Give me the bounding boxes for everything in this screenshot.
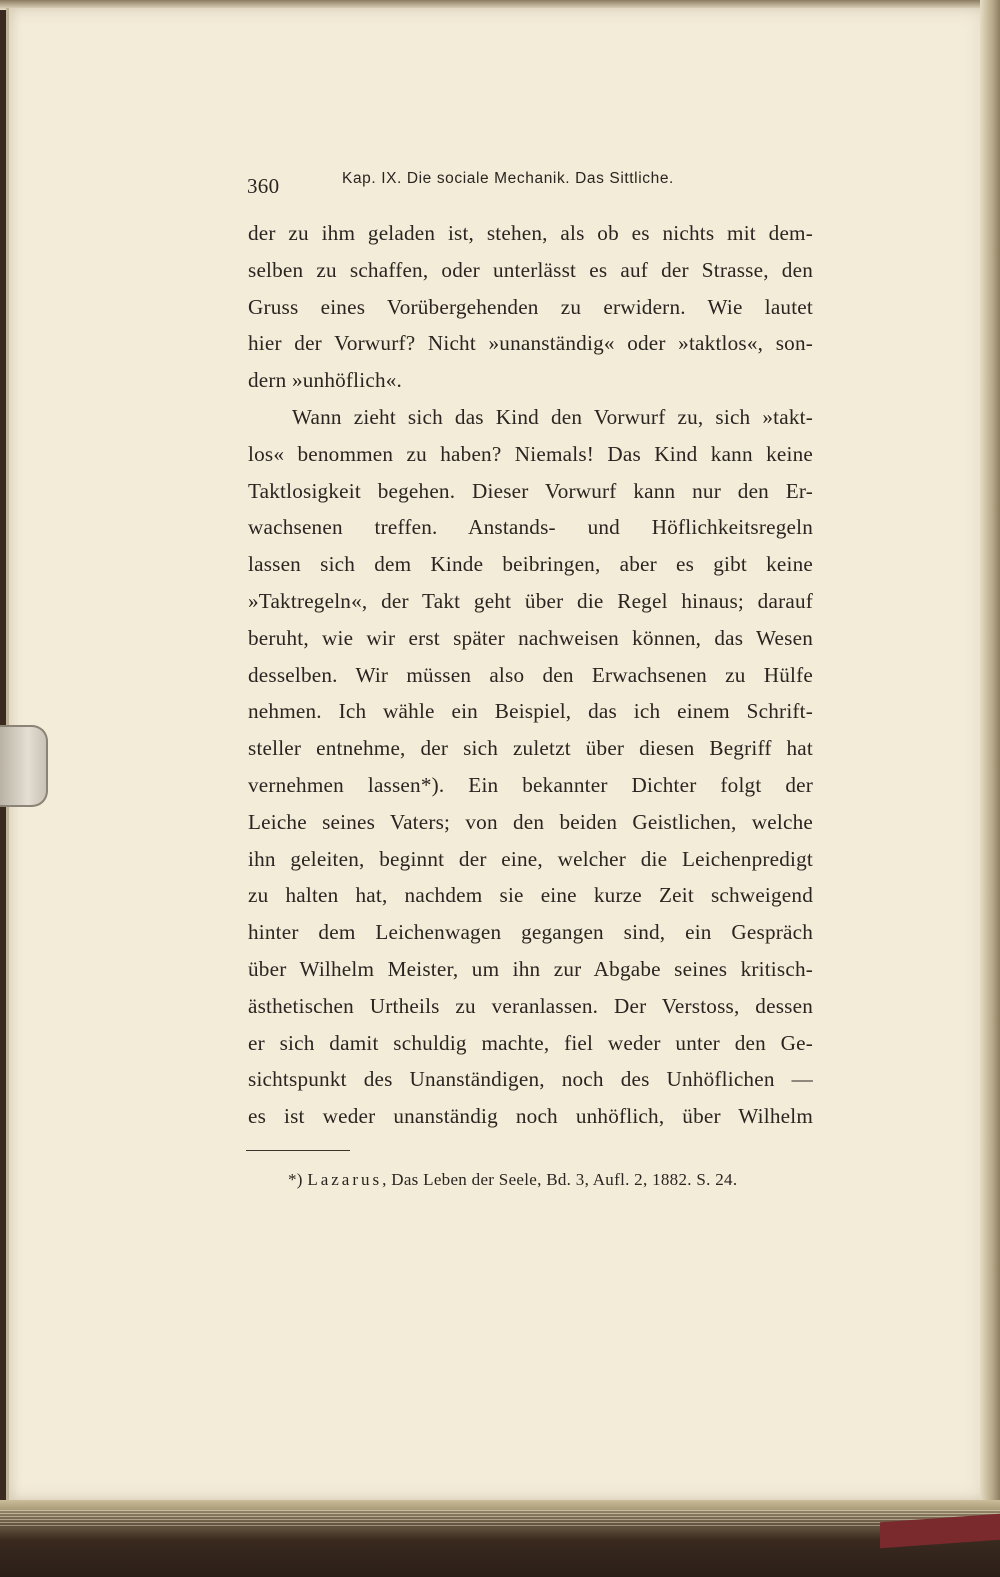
footnote-rule: [246, 1150, 350, 1151]
body-text: [248, 215, 813, 1135]
text-line: los« benommen zu haben? Niemals! Das Kind kann keine: [248, 441, 813, 466]
text-line: ästhetischen Urtheils zu veranlassen. Der Verstoss, dessen: [248, 993, 813, 1018]
page-number: 360: [247, 174, 280, 198]
text-line: der zu ihm geladen ist, stehen, als ob es nichts mit dem-: [248, 221, 813, 245]
text-line: vernehmen lassen*). Ein bekannter Dichter folgt der: [248, 772, 813, 797]
text-line: dern »unhöflich«.: [248, 368, 403, 393]
page-stack-stripes: [0, 1510, 1000, 1528]
text-line: Taktlosigkeit begehen. Dieser Vorwurf kann nur den Er-: [248, 478, 813, 503]
text-line: hier der Vorwurf? Nicht »unanständig« oder »taktlos«, son-: [248, 331, 813, 356]
text-line: beruht, wie wir erst später nachweisen können, das Wesen: [248, 625, 813, 650]
footnote-author: Lazarus: [307, 1170, 383, 1189]
text-line: er sich damit schuldig machte, fiel weder unter den Ge-: [248, 1030, 813, 1055]
text-line: über Wilhelm Meister, um ihn zur Abgabe seines kritisch-: [248, 956, 813, 981]
footnote: [288, 1170, 808, 1190]
page-header: [247, 170, 817, 198]
text-line: Gruss eines Vorübergehenden zu erwidern. Wie lautet: [248, 294, 813, 319]
footnote-reference: , Das Leben der Seele, Bd. 3, Aufl. 2, 1882. S. 24.: [382, 1170, 738, 1189]
text-line: es ist weder unanständig noch unhöflich, über Wilhelm: [248, 1104, 813, 1129]
text-line: selben zu schaffen, oder unterlässt es auf der Strasse, den: [248, 257, 813, 282]
text-line: steller entnehme, der sich zuletzt über diesen Begriff hat: [248, 736, 813, 761]
page-right-edge: [980, 0, 1000, 1510]
text-line: desselben. Wir müssen also den Erwachsenen zu Hülfe: [248, 662, 813, 687]
running-head: Kap. IX. Die sociale Mechanik. Das Sittliche.: [342, 170, 674, 187]
text-line: lassen sich dem Kinde beibringen, aber es gibt keine: [248, 552, 813, 577]
text-line: ihn geleiten, beginnt der eine, welcher die Leichenpredigt: [248, 846, 813, 871]
page-clip: [0, 725, 48, 807]
text-line: Wann zieht sich das Kind den Vorwurf zu, sich »takt-: [292, 404, 813, 429]
text-line: nehmen. Ich wähle ein Beispiel, das ich einem Schrift-: [248, 699, 813, 724]
text-line: sichtspunkt des Unanständigen, noch des Unhöflichen —: [248, 1067, 813, 1092]
text-line: zu halten hat, nachdem sie eine kurze Zeit schweigend: [248, 883, 813, 908]
text-line: Leiche seines Vaters; von den beiden Geistlichen, welche: [248, 809, 813, 834]
footnote-marker: *): [288, 1170, 303, 1189]
text-line: hinter dem Leichenwagen gegangen sind, ein Gespräch: [248, 920, 813, 945]
text-line: »Taktregeln«, der Takt geht über die Regel hinaus; darauf: [248, 588, 813, 613]
text-line: wachsenen treffen. Anstands- und Höflichkeitsregeln: [248, 515, 813, 540]
